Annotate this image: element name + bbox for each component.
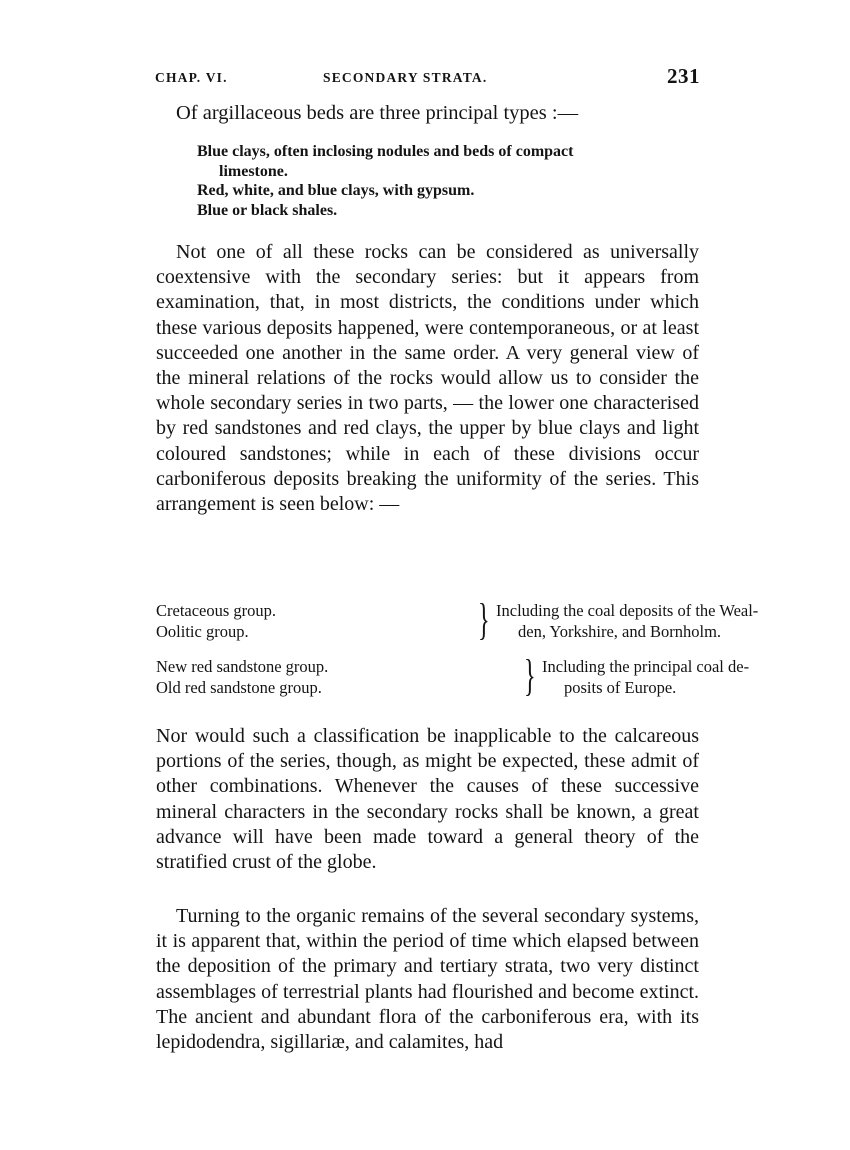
group-note-line: Including the principal coal de- (542, 657, 750, 676)
group-note-lower (542, 656, 749, 698)
paragraph-2 (156, 724, 699, 875)
argillaceous-types-list (197, 142, 573, 220)
chapter-label: CHAP. VI. (155, 70, 228, 85)
right-brace-icon: } (524, 651, 536, 700)
right-brace-icon: } (478, 595, 490, 644)
group-name: Oolitic group. (156, 622, 249, 641)
paragraph-1 (156, 240, 699, 517)
paragraph-1-text: Not one of all these rocks can be considered as universally coextensive with the secondary series: but it appears from examination, that, in most districts, the conditions under which these various deposits happened, were contemporaneous, or at least succeeded one another in the same order. A very general view of the mineral relations of the rocks would allow us to consider the whole secondary series in two parts, — the lower one characterised by red sandstones and red clays, the upper by blue clays and light coloured sandstones; while in each of these divisions occur carboniferous deposits breaking the uniformity of the series. This arrangement is seen below: — (156, 241, 699, 516)
running-title: SECONDARY STRATA. (323, 70, 488, 85)
intro-line: Of argillaceous beds are three principal types :— (176, 102, 579, 124)
group-names-lower (156, 656, 328, 698)
group-name: Old red sandstone group. (156, 678, 322, 697)
group-note-line: posits of Europe. (564, 678, 677, 697)
group-note-upper (496, 600, 758, 642)
group-note-line: den, Yorkshire, and Bornholm. (518, 622, 722, 641)
group-note-line: Including the coal deposits of the Weal- (496, 601, 759, 620)
paragraph-3 (156, 904, 699, 1055)
group-names-upper (156, 600, 276, 642)
type-2: Red, white, and blue clays, with gypsum. (197, 182, 475, 199)
paragraph-3-text: Turning to the organic remains of the several secondary systems, it is apparent that, within the period of time which elapsed between the deposition of the primary and tertiary strata, two very distinct assemblages of terrestrial plants had flourished and become extinct. The ancient and abundant flora of the carboniferous era, with its lepidodendra, sigillariæ, and calamites, had (156, 905, 699, 1054)
type-3: Blue or black shales. (197, 201, 338, 219)
type-1-line-2: limestone. (219, 162, 288, 180)
running-head (155, 64, 700, 90)
group-name: Cretaceous group. (156, 601, 277, 620)
page-number: 231 (667, 64, 700, 88)
type-1-line-1: Blue clays, often inclosing nodules and beds of compact (197, 143, 574, 160)
group-name: New red sandstone group. (156, 657, 329, 676)
paragraph-2-text: Nor would such a classification be inapplicable to the calcareous portions of the series, though, as might be expected, these admit of other combinations. Whenever the causes of these successive mineral characters in the secondary rocks shall be known, a great advance will have been made toward a general theory of the stratified crust of the globe. (156, 725, 699, 874)
